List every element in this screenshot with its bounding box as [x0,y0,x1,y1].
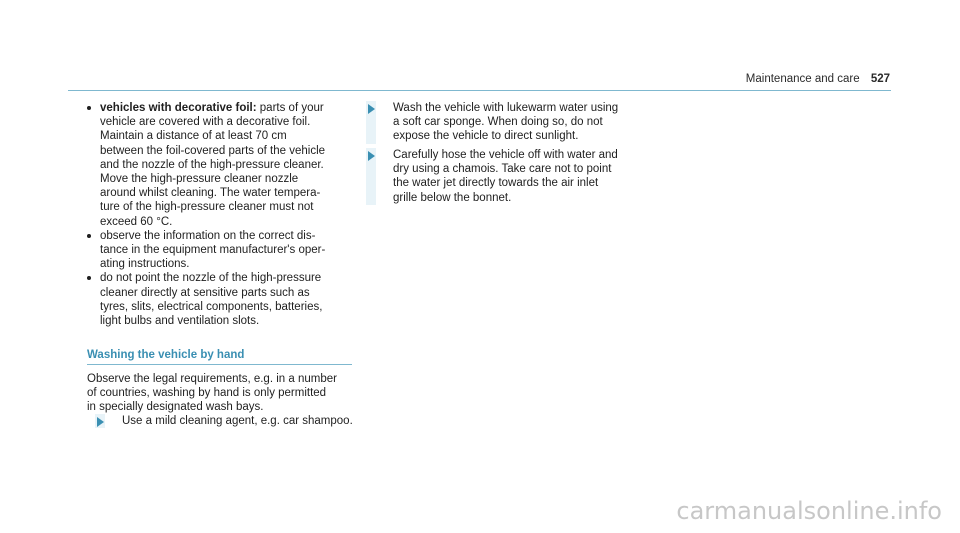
bullet-line: parts of your [259,102,324,114]
step-line: grille below the bonnet. [393,191,512,204]
step-text [393,101,626,144]
bullet-item-sensitive-parts [87,271,352,328]
watermark: carmanualsonline.info [676,497,942,525]
step-line: the water jet directly towards the air inlet [393,177,599,190]
bullet-item-decorative-foil [87,101,352,229]
bullet-line: around whilst cleaning. The water tempera- [100,187,321,200]
instruction-step [95,414,355,428]
step-arrow-icon [368,151,375,161]
step-line: Wash the vehicle with lukewarm water using [393,102,619,114]
warning-bullet-list [87,101,352,328]
bullet-dot-icon [87,276,91,280]
bullet-line: tyres, slits, electrical components, batteries, [100,300,323,313]
page-number: 527 [870,73,890,85]
bullet-line: exceed 60 °C. [100,215,173,228]
step-line: Carefully hose the vehicle off with water and [393,149,618,161]
bullet-line: ating instructions. [100,258,190,271]
bullet-line: observe the information on the correct dis- [100,229,316,242]
instruction-step [366,148,626,205]
step-text: Use a mild cleaning agent, e.g. car shampoo. [122,415,353,427]
step-arrow-icon [97,417,104,427]
step-text [393,148,626,205]
page-header [746,73,890,85]
step-line: dry using a chamois. Take care not to point [393,163,612,176]
bullet-line: between the foil-covered parts of the vehicle [100,144,326,157]
header-section-title: Maintenance and care [745,73,860,85]
step-line: expose the vehicle to direct sunlight. [393,130,579,143]
paragraph-line: in specially designated wash bays. [87,401,264,414]
bullet-dot-icon [87,234,91,238]
paragraph-line: Observe the legal requirements, e.g. in a number [87,373,337,385]
section-heading: Washing the vehicle by hand [87,349,352,365]
bullet-line: and the nozzle of the high-pressure cleaner. [100,158,324,171]
paragraph-line: of countries, washing by hand is only permitted [87,387,327,400]
bullet-line: Move the high-pressure cleaner nozzle [100,173,299,186]
header-divider [68,90,891,91]
left-column [87,101,352,328]
step-arrow-icon [368,104,375,114]
bullet-line: do not point the nozzle of the high-pressure [100,272,322,285]
bullet-line: ture of the high-pressure cleaner must not [100,201,314,214]
bullet-line: light bulbs and ventilation slots. [100,315,260,328]
intro-paragraph [87,372,352,415]
bullet-line: Maintain a distance of at least 70 cm [100,130,287,143]
instruction-step [366,101,626,144]
step-line: a soft car sponge. When doing so, do not [393,116,603,129]
bullet-line: tance in the equipment manufacturer's oper- [100,244,326,257]
bullet-line: cleaner directly at sensitive parts such as [100,286,310,299]
bullet-dot-icon [87,106,91,110]
bullet-line: vehicle are covered with a decorative foil. [100,116,311,129]
bullet-item-manufacturer-distance [87,229,352,272]
bullet-bold-lead: vehicles with decorative foil: [100,102,257,114]
